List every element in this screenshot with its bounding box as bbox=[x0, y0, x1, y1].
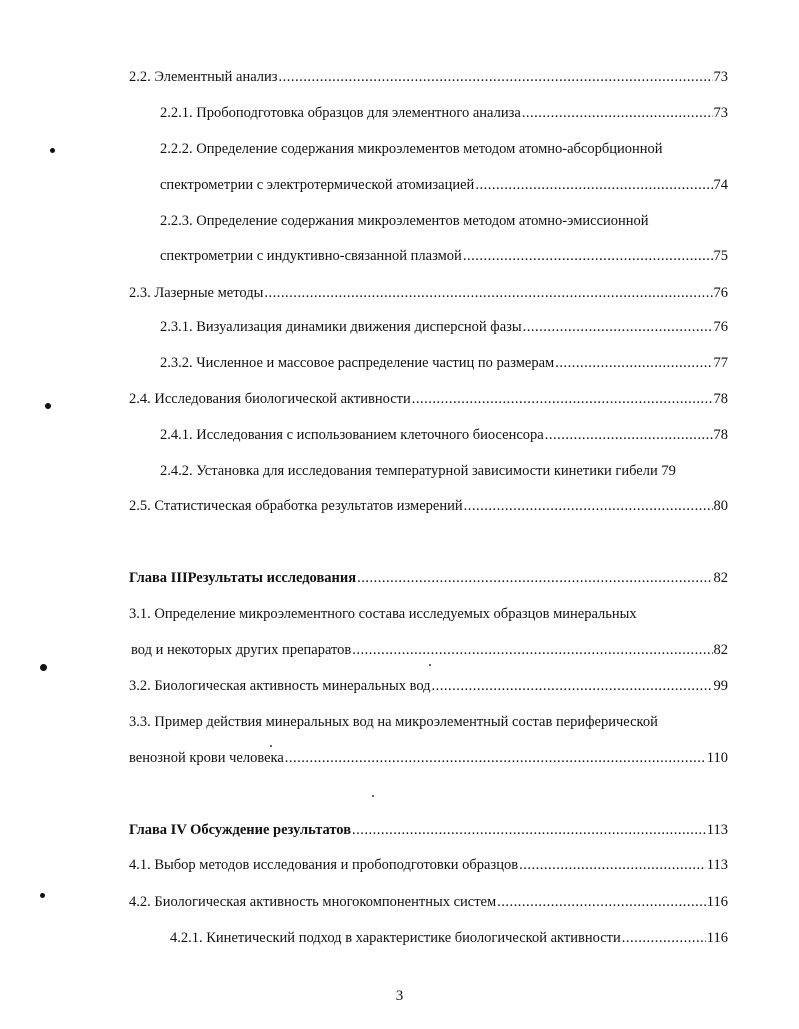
toc-entry-page: 116 bbox=[706, 930, 728, 946]
toc-entry-page: 80 bbox=[713, 498, 728, 514]
toc-leader bbox=[352, 641, 712, 659]
toc-entry bbox=[129, 856, 728, 874]
toc-entry-page: 113 bbox=[706, 822, 728, 838]
chapter-label: Глава III bbox=[129, 570, 188, 586]
toc-chapter bbox=[129, 569, 728, 587]
toc-entry bbox=[160, 318, 728, 336]
toc-leader bbox=[352, 821, 706, 839]
toc-entry-title: 2.3.2. Численное и массовое распределение частиц по размерам bbox=[160, 355, 555, 371]
toc-entry-title-line: 3.1. Определение микроэлементного состава исследуемых образцов минеральных bbox=[129, 606, 637, 622]
toc-entry bbox=[160, 426, 728, 444]
toc-entry-title: спектрометрии с электротермической атомизацией bbox=[160, 177, 475, 193]
chapter-title: Результаты исследования bbox=[187, 570, 357, 586]
toc-entry-title: 2.3. Лазерные методы bbox=[129, 285, 264, 301]
toc-entry-page: 99 bbox=[713, 678, 728, 694]
toc-entry-page: 76 bbox=[713, 319, 728, 335]
toc-entry bbox=[160, 104, 728, 122]
toc-entry-title: 2.4. Исследования биологической активности bbox=[129, 391, 411, 407]
toc-entry-page: 82 bbox=[713, 642, 728, 658]
toc-entry-page: 116 bbox=[706, 894, 728, 910]
toc-leader bbox=[357, 569, 712, 587]
toc-entry bbox=[129, 284, 728, 302]
toc-entry bbox=[129, 497, 728, 515]
toc-entry bbox=[129, 390, 728, 408]
toc-entry-title: 4.1. Выбор методов исследования и пробоподготовки образцов bbox=[129, 857, 519, 873]
toc-leader bbox=[622, 929, 706, 947]
page-number: 3 bbox=[395, 988, 404, 1004]
toc-entry-title-line: 2.2.2. Определение содержания микроэлементов методом атомно-абсорбционной bbox=[160, 141, 663, 157]
toc-entry bbox=[131, 641, 728, 659]
toc-entry-page: 73 bbox=[713, 69, 728, 85]
scan-speck bbox=[372, 795, 374, 797]
toc-entry bbox=[129, 893, 728, 911]
toc-entry-title-line: 2.2.3. Определение содержания микроэлементов методом атомно-эмиссионной bbox=[160, 213, 649, 229]
toc-chapter bbox=[129, 821, 728, 839]
toc-leader bbox=[285, 749, 706, 767]
toc-entry-title: 2.4.1. Исследования с использованием клеточного биосенсора bbox=[160, 427, 544, 443]
toc-leader bbox=[264, 284, 712, 302]
toc-entry-page: 110 bbox=[706, 750, 728, 766]
toc-entry-title: 2.3.1. Визуализация динамики движения дисперсной фазы bbox=[160, 319, 522, 335]
toc-entry-page: 76 bbox=[713, 285, 728, 301]
toc-entry bbox=[160, 247, 728, 265]
toc-entry-page: 77 bbox=[713, 355, 728, 371]
toc-leader bbox=[432, 677, 713, 695]
toc-leader bbox=[279, 68, 713, 86]
toc-entry-title: 4.2.1. Кинетический подход в характеристике биологической активности bbox=[170, 930, 621, 946]
scan-speck bbox=[270, 745, 272, 747]
toc-leader bbox=[475, 176, 712, 194]
toc-leader bbox=[545, 426, 713, 444]
toc-leader bbox=[412, 390, 713, 408]
toc-entry bbox=[170, 929, 728, 947]
scan-mark bbox=[45, 403, 51, 409]
toc-entry-title: 2.2.1. Пробоподготовка образцов для элементного анализа bbox=[160, 105, 521, 121]
scan-mark bbox=[50, 148, 55, 153]
chapter-title: Глава IV Обсуждение результатов bbox=[129, 822, 352, 838]
toc-entry-page: 78 bbox=[713, 391, 728, 407]
toc-entry-title: 3.2. Биологическая активность минеральных вод bbox=[129, 678, 431, 694]
toc-entry-title: венозной крови человека bbox=[129, 750, 284, 766]
toc-entry-page: 74 bbox=[713, 177, 728, 193]
toc-entry-page: 73 bbox=[713, 105, 728, 121]
toc-leader bbox=[522, 104, 713, 122]
scan-mark bbox=[40, 893, 45, 898]
toc-leader bbox=[464, 497, 713, 515]
toc-entry bbox=[129, 677, 728, 695]
toc-entry-page: 113 bbox=[706, 857, 728, 873]
toc-entry bbox=[160, 176, 728, 194]
toc-leader bbox=[519, 856, 706, 874]
toc-entry bbox=[129, 68, 728, 86]
scan-mark bbox=[40, 664, 47, 671]
toc-leader bbox=[497, 893, 706, 911]
toc-entry-page: 82 bbox=[713, 570, 728, 586]
toc-entry-page: 78 bbox=[713, 427, 728, 443]
toc-leader bbox=[463, 247, 713, 265]
toc-entry-title-line: 3.3. Пример действия минеральных вод на микроэлементный состав периферической bbox=[129, 714, 658, 730]
toc-entry-title: 4.2. Биологическая активность многокомпонентных систем bbox=[129, 894, 497, 910]
toc-entry-title: вод и некоторых других препаратов bbox=[131, 642, 352, 658]
toc-leader bbox=[555, 354, 712, 372]
toc-entry-title: 2.4.2. Установка для исследования температурной зависимости кинетики гибели 79 bbox=[160, 463, 676, 479]
toc-entry-page: 75 bbox=[713, 248, 728, 264]
toc-entry-title: 2.2. Элементный анализ bbox=[129, 69, 278, 85]
toc-entry-title: спектрометрии с индуктивно-связанной плазмой bbox=[160, 248, 462, 264]
toc-leader bbox=[523, 318, 713, 336]
scan-speck bbox=[429, 664, 431, 666]
toc-entry bbox=[129, 749, 728, 767]
toc-entry bbox=[160, 354, 728, 372]
toc-entry-title: 2.5. Статистическая обработка результатов измерений bbox=[129, 498, 463, 514]
